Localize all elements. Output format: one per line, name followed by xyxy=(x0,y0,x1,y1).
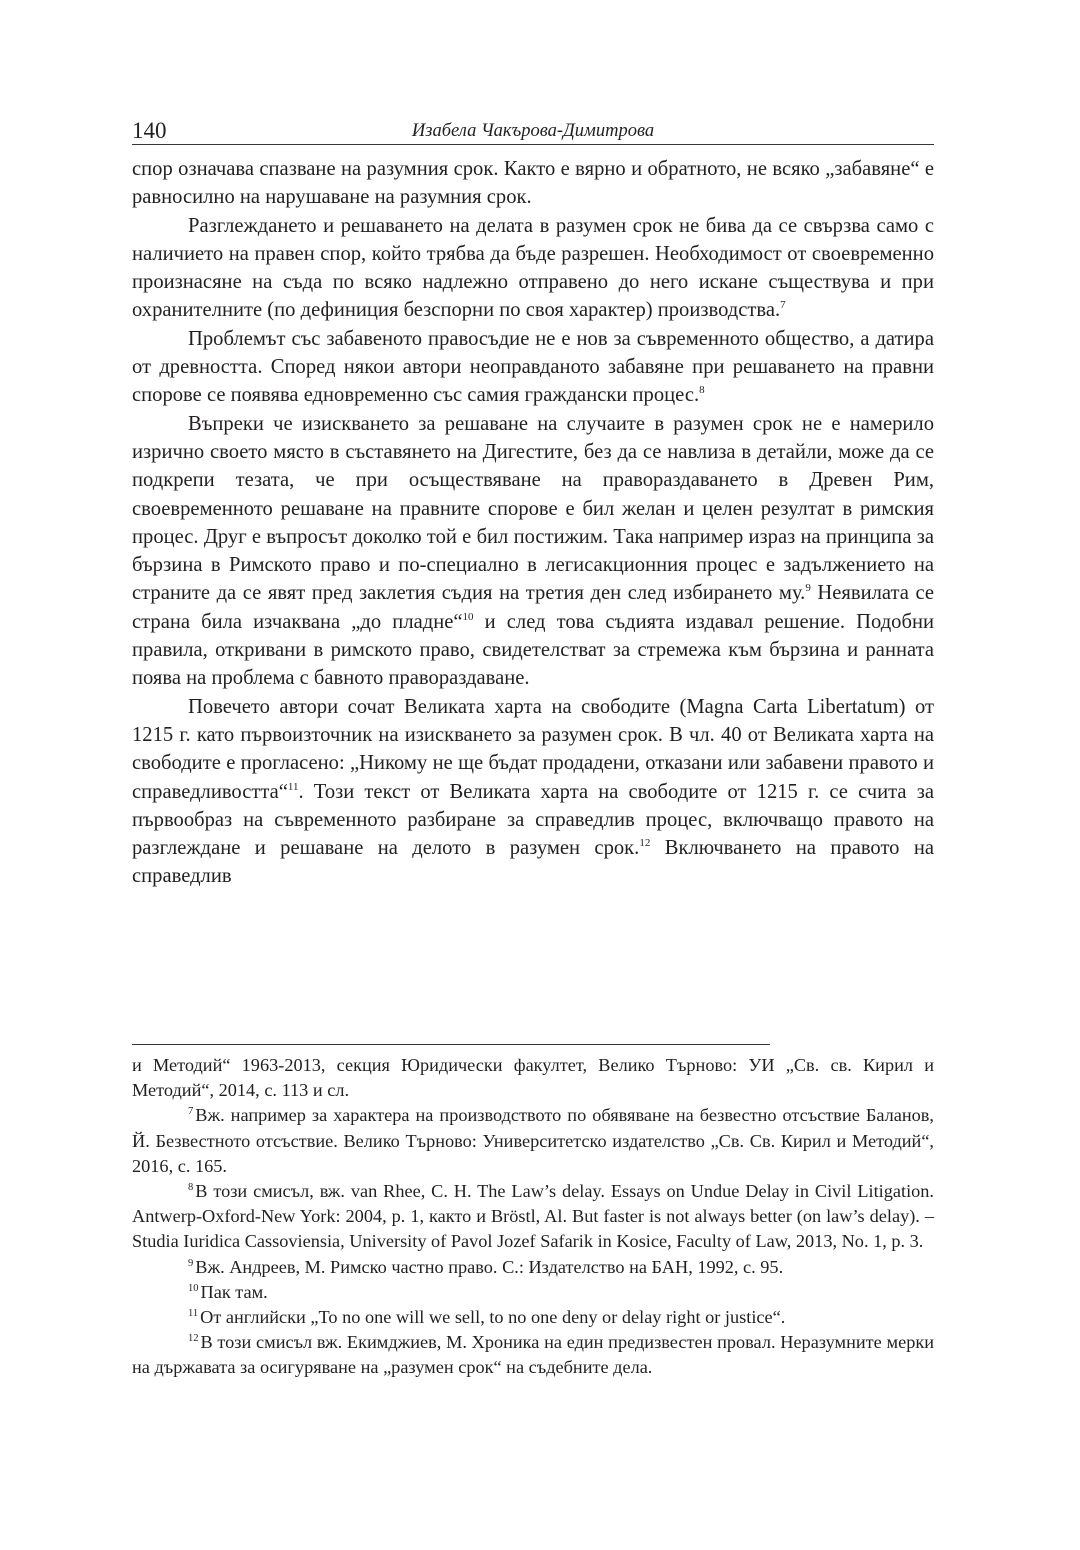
body-paragraph xyxy=(132,325,934,410)
body-text-segment: Повечето автори сочат Великата харта на свободите (Magna Carta Libertatum) от 1215 г. като първоизточник на изискването за разумен срок. В чл. 40 от Великата харта на свободите е прогласено: „Никому не ще бъдат продадени, отказани или забавени правото и справедливостта“ xyxy=(132,695,934,803)
body-text-segment: Проблемът със забавеното правосъдие не е нов за съвременното общество, а датира от древността. Според някои автори неоправданото забавяне при решаването на правни спорове се появява едновременно със самия граждански процес. xyxy=(132,327,934,407)
footnote-number: 10 xyxy=(188,1282,199,1294)
footnote-reference[interactable]: 12 xyxy=(639,837,651,850)
body-paragraph xyxy=(132,693,934,891)
body-text-segment: Включването на правото на справедлив xyxy=(132,837,934,888)
footnote-text: и Методий“ 1963-2013, секция Юридически факултет, Велико Търново: УИ „Св. св. Кирил и Методий“, 2014, с. 113 и сл. xyxy=(132,1055,934,1101)
footnote-reference[interactable]: 11 xyxy=(287,780,299,793)
footnote-reference[interactable]: 10 xyxy=(462,610,474,623)
footnote-number: 12 xyxy=(188,1333,199,1345)
body-text-segment: Въпреки че изискването за решаване на случаите в разумен срок не е намерило изрично своето място в съставянето на Дигестите, без да се навлиза в детайли, може да се подкрепи тезата, че при осъществяване на правораздaването в Древен Рим, своевременното решаване на правните спорове е бил желан и целен резултат в римския процес. Друг е въпросът доколко той е бил постижим. Така например израз на принципа за бързина в Римското право и по-специално в легисакционния процес е задължението на страните да се явят пред заклетия съдия на третия ден след избирането му. xyxy=(132,412,934,605)
body-text-segment: спор означава спазване на разумния срок. Както е вярно и обратното, не всяко „забавяне“ е равносилно на нарушаване на разумния срок. xyxy=(132,158,934,209)
page xyxy=(132,112,934,891)
running-title-author: Изабела Чакърова-Димитрова xyxy=(411,120,655,141)
footnote-number: 9 xyxy=(188,1257,194,1269)
footnote-text: Вж. например за характера на производството по обявяване на безвестно отсъствие Баланов, Й. Безвестното отсъствие. Велико Търново: Университетско издателство „Св. Св. Кирил и Методий“, 2016, с. 165. xyxy=(132,1105,934,1176)
footnote-reference[interactable]: 9 xyxy=(805,582,811,595)
footnote-reference[interactable]: 8 xyxy=(699,384,705,397)
body-text-segment: и след това съдията издавал решение. Подобни правила, откривани в римското право, свидетелстват за стремежа към бързина и ранната поява на проблема с бавното правораздаване. xyxy=(132,610,934,690)
page-number: 140 xyxy=(132,118,167,143)
body-text-segment: . Този текст от Великата харта на свободите от 1215 г. се счита за първообраз на съвременното разбиране за справедлив процес, включващо правото на разглеждане и решаване на делото в разумен срок. xyxy=(132,780,934,860)
footnote-item xyxy=(132,1305,934,1330)
footnote-item xyxy=(132,1103,934,1179)
footnote-number: 11 xyxy=(188,1308,199,1320)
body-paragraph xyxy=(132,410,934,693)
body-text-segment: Разглеждането и решаването на делата в разумен срок не бива да се свързва само с наличието на правен спор, който трябва да бъде разрешен. Необходимост от своевременно произнасяне на съда по всяко надлежно отправено до него искане съществува и при охранителните (по дефиниция безспорни по своя характер) производства. xyxy=(132,214,934,322)
footnote-text: В този смисъл вж. Екимджиев, М. Хроника на един предизвестен провал. Неразумните мерки на държавата за осигуряване на „разумен срок“ на съдебните дела. xyxy=(132,1332,934,1378)
footnote-text: В този смисъл, вж. van Rhee, C. H. The Law’s delay. Essays on Undue Delay in Civil Litigation. Antwerp-Oxford-New York: 2004, p. 1, както и Bröstl, Al. But faster is not always better (on law’s delay). – Studia Iuridica Cassoviensia, University of Pavol Jozef Safarik in Kosice, Faculty of Law, 2013, No. 1, p. 3. xyxy=(132,1181,934,1252)
body-paragraph xyxy=(132,155,934,212)
body-text xyxy=(132,155,934,891)
body-text-segment: Неявилата се страна била изчаквана „до пладне“ xyxy=(132,582,934,633)
footnotes xyxy=(132,1053,934,1381)
footnote-reference[interactable]: 7 xyxy=(780,299,786,312)
footnote-item xyxy=(132,1280,934,1305)
footnote-number: 8 xyxy=(188,1182,194,1194)
footnote-text: Пак там. xyxy=(200,1281,268,1302)
footnote-text: Вж. Андреев, М. Римско частно право. С.: Издателство на БАН, 1992, с. 95. xyxy=(195,1256,784,1277)
footnote-continued xyxy=(132,1053,934,1103)
footnote-item xyxy=(132,1330,934,1380)
footnote-separator-rule xyxy=(132,1044,770,1045)
footnote-item xyxy=(132,1255,934,1280)
footnote-text: От английски „To no one will we sell, to no one deny or delay right or justice“. xyxy=(200,1307,786,1328)
footnote-number: 7 xyxy=(188,1106,194,1118)
body-paragraph xyxy=(132,212,934,325)
running-header xyxy=(132,112,934,145)
footnote-item xyxy=(132,1179,934,1255)
